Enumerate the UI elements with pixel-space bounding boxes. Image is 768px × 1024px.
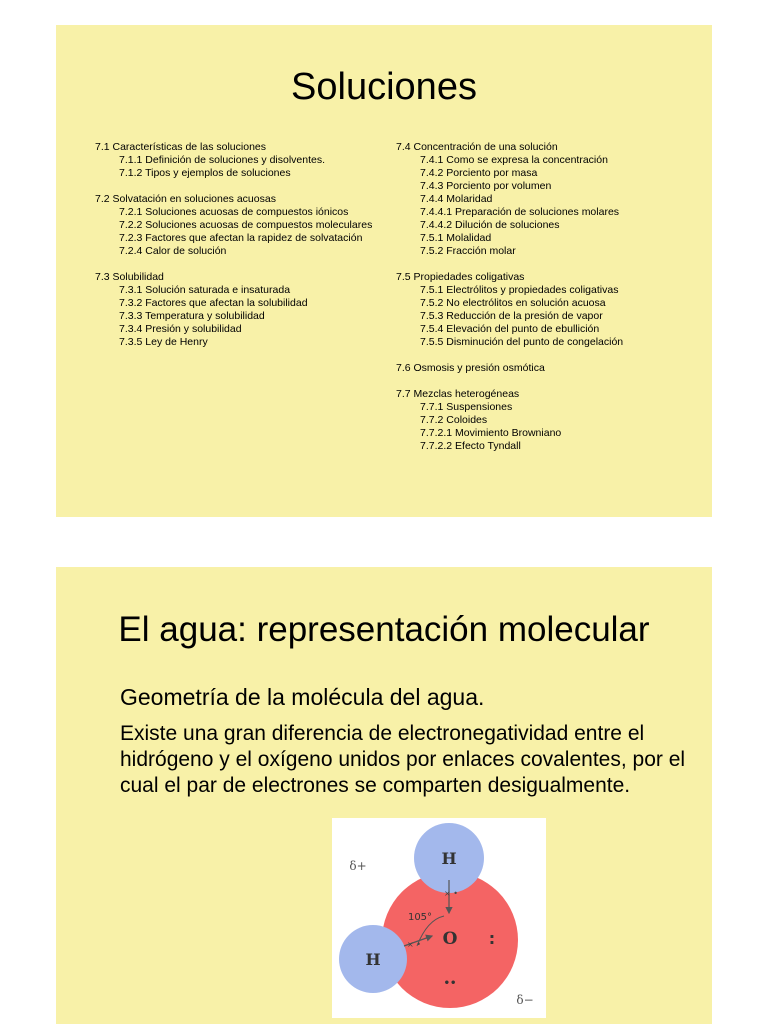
toc-subsection-item: 7.3.1 Solución saturada e insaturada (119, 284, 291, 296)
toc-subsection-item: 7.4.1 Como se expresa la concentración (420, 154, 608, 166)
toc-section (95, 141, 385, 180)
toc-section (95, 193, 385, 258)
toc-section-heading: 7.5 Propiedades coligativas (396, 271, 525, 283)
toc-subsection-item: 7.5.4 Elevación del punto de ebullición (420, 323, 600, 335)
water-molecule-svg (332, 818, 546, 1018)
toc-subsection-item: 7.4.4.1 Preparación de soluciones molares (420, 206, 620, 218)
toc-subsection-item: 7.4.4 Molaridad (420, 193, 493, 205)
toc-subsection-item: 7.4.3 Porciento por volumen (420, 180, 552, 192)
toc-section (396, 362, 696, 375)
slide-subtitle: Geometría de la molécula del agua. (120, 684, 485, 710)
toc-subsection-item: 7.5.1 Molalidad (420, 232, 492, 244)
toc-subsection-item: 7.2.2 Soluciones acuosas de compuestos moleculares (119, 219, 373, 231)
toc-subsection-item: 7.7.2.1 Movimiento Browniano (420, 427, 562, 439)
toc-subsection-item: 7.3.3 Temperatura y solubilidad (119, 310, 265, 322)
toc-section-heading: 7.7 Mezclas heterogéneas (396, 388, 520, 400)
partial-charge-negative: δ− (516, 993, 534, 1007)
toc-subsection-item: 7.4.4.2 Dilución de soluciones (420, 219, 560, 231)
toc-subsection-item: 7.5.3 Reducción de la presión de vapor (420, 310, 603, 322)
toc-section-heading: 7.3 Solubilidad (95, 271, 164, 283)
hydrogen-left-label: H (365, 950, 381, 969)
toc-subsection-item: 7.3.2 Factores que afectan la solubilidad (119, 297, 308, 309)
toc-right-column (396, 141, 696, 466)
lone-pair-right: : (488, 929, 496, 948)
toc-subsection-item: 7.7.2 Coloides (420, 414, 488, 426)
toc-section (95, 271, 385, 349)
bond-angle-label: 105° (407, 912, 433, 923)
toc-left-column (95, 141, 385, 362)
toc-subsection-item: 7.3.4 Presión y solubilidad (119, 323, 242, 335)
hydrogen-top-label: H (441, 849, 457, 868)
toc-subsection-item: 7.5.2 No electrólitos en solución acuosa (420, 297, 606, 309)
slide-water-molecule (56, 567, 712, 1024)
toc-section (396, 388, 696, 453)
partial-charge-positive: δ+ (349, 859, 367, 873)
toc-subsection-item: 7.2.3 Factores que afectan la rapidez de solvatación (119, 232, 363, 244)
toc-subsection-item: 7.1.1 Definición de soluciones y disolventes. (119, 154, 326, 166)
slide-title: Soluciones (291, 66, 477, 108)
toc-subsection-item: 7.7.1 Suspensiones (420, 401, 513, 413)
shared-pair-left: × • (407, 940, 421, 949)
water-molecule-diagram (332, 818, 546, 1018)
slide-soluciones (56, 25, 712, 517)
slide-title: El agua: representación molecular (118, 610, 650, 649)
toc-section-heading: 7.2 Solvatación en soluciones acuosas (95, 193, 276, 205)
toc-subsection-item: 7.3.5 Ley de Henry (119, 336, 208, 348)
oxygen-label: O (442, 929, 458, 949)
toc-subsection-item: 7.7.2.2 Efecto Tyndall (420, 440, 521, 452)
toc-subsection-item: 7.5.5 Disminución del punto de congelación (420, 336, 624, 348)
slide-body-text: Existe una gran diferencia de electronegatividad entre el hidrógeno y el oxígeno unidos por enlaces covalentes, por el cual el par de electrones se comparten desigualmente. (120, 722, 686, 797)
toc-subsection-item: 7.2.4 Calor de solución (119, 245, 227, 257)
toc-subsection-item: 7.1.2 Tipos y ejemplos de soluciones (119, 167, 291, 179)
toc-section (396, 271, 696, 349)
toc-subsection-item: 7.5.2 Fracción molar (420, 245, 516, 257)
toc-section-heading: 7.1 Características de las soluciones (95, 141, 266, 153)
lone-pair-bottom: •• (443, 978, 457, 989)
toc-section-heading: 7.6 Osmosis y presión osmótica (396, 362, 545, 374)
toc-subsection-item: 7.2.1 Soluciones acuosas de compuestos iónicos (119, 206, 349, 218)
toc-subsection-item: 7.5.1 Electrólitos y propiedades coligativas (420, 284, 619, 296)
toc-section (396, 141, 696, 258)
shared-pair-top: × • (444, 889, 458, 898)
toc-subsection-item: 7.4.2 Porciento por masa (420, 167, 538, 179)
toc-section-heading: 7.4 Concentración de una solución (396, 141, 558, 153)
